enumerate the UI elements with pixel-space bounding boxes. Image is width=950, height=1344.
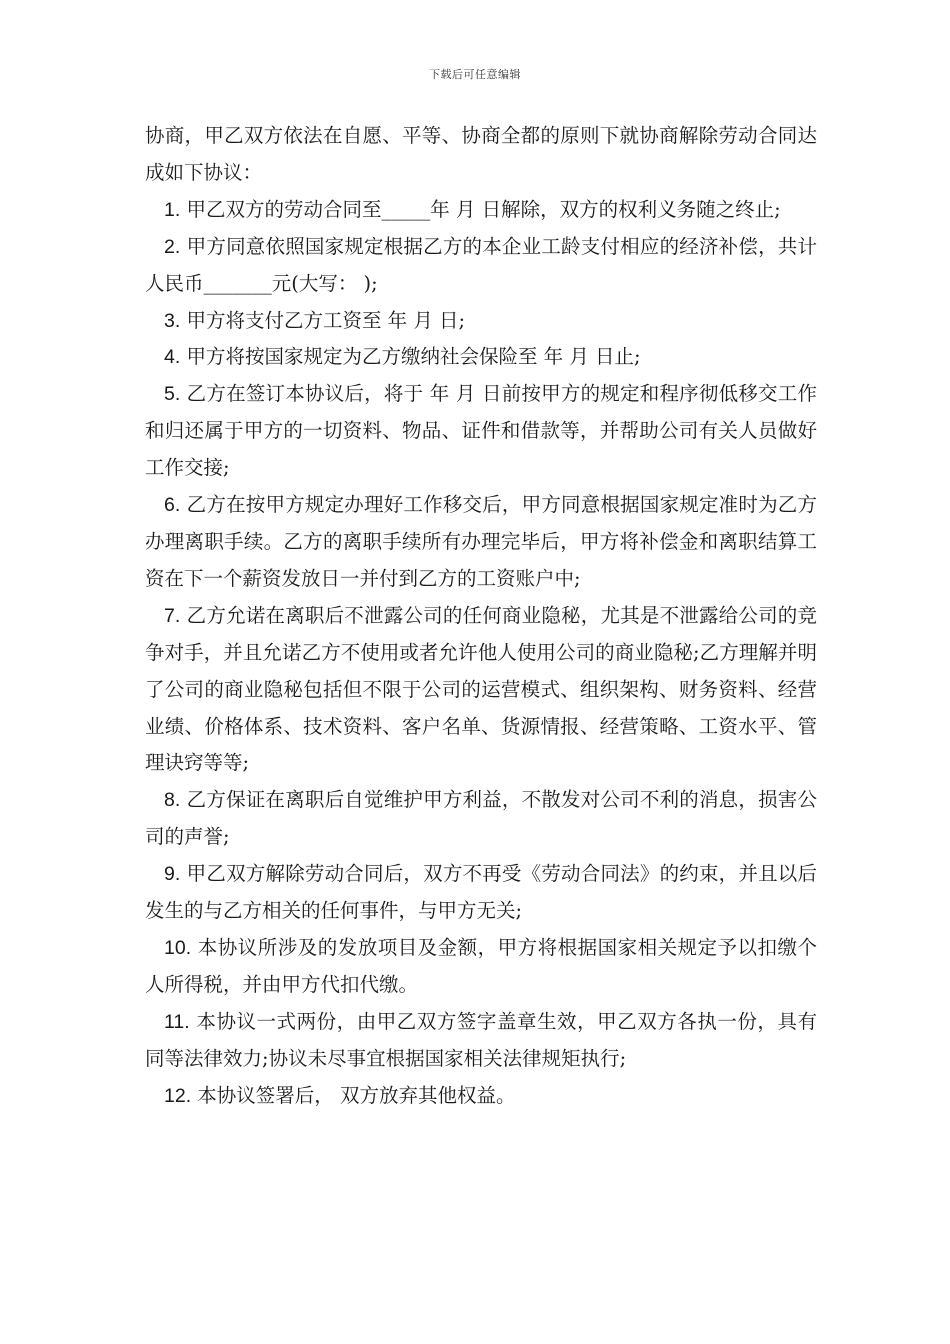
clause-1 (145, 192, 817, 229)
clause-6 (145, 487, 817, 598)
clause-9 (145, 856, 817, 930)
clause-7 (145, 598, 817, 783)
clause-number: 12. (164, 1084, 192, 1107)
clause-5 (145, 376, 817, 487)
clause-number: 5. (164, 383, 181, 406)
clause-text: 本协议签署后， 双方放弃其他权益。 (191, 1083, 516, 1107)
clause-number: 8. (164, 789, 181, 812)
clause-text: 甲方将按国家规定为乙方缴纳社会保险至 年 月 日止; (180, 345, 641, 369)
intro-paragraph: 协商，甲乙双方依法在自愿、平等、协商全都的原则下就协商解除劳动合同达成如下协议： (145, 124, 817, 184)
agreement-body (145, 118, 817, 1114)
clause-2 (145, 229, 817, 303)
clause-text: 乙方保证在离职后自觉维护甲方利益，不散发对公司不利的消息，损害公司的声誉; (145, 788, 817, 849)
clause-10 (145, 930, 817, 1004)
clause-text: 乙方在签订本协议后，将于 年 月 日前按甲方的规定和程序彻低移交工作和归还属于甲方的一切资料、物品、证件和借款等，并帮助公司有关人员做好工作交接; (145, 382, 817, 480)
clause-text: 本协议一式两份，由甲乙双方签字盖章生效，甲乙双方各执一份，具有同等法律效力;协议未尽事宜根据国家相关法律规矩执行; (145, 1009, 817, 1070)
clause-number: 3. (164, 309, 181, 332)
clause-3 (145, 303, 817, 340)
clause-number: 1. (164, 198, 181, 221)
clause-number: 7. (164, 604, 181, 627)
clause-number: 6. (164, 494, 181, 517)
clause-12 (145, 1078, 817, 1115)
clause-number: 4. (164, 346, 181, 369)
clause-8 (145, 782, 817, 856)
clause-text: 甲方同意依照国家规定根据乙方的本企业工龄支付相应的经济补偿，共计人民币_______元(大写： ); (145, 234, 817, 295)
clause-number: 11. (164, 1010, 190, 1033)
clause-text: 乙方允诺在离职后不泄露公司的任何商业隐秘，尤其是不泄露给公司的竞争对手，并且允诺乙方不使用或者允许他人使用公司的商业隐秘;乙方理解并明了公司的商业隐秘包括但不限于公司的运营模式、组织架构、财务资料、经营业绩、价格体系、技术资料、客户名单、货源情报、经营策略、工资水平、管理诀窍等等; (145, 603, 817, 775)
clause-11 (145, 1004, 817, 1078)
clause-text: 甲乙双方解除劳动合同后，双方不再受《劳动合同法》的约束，并且以后发生的与乙方相关的任何事件，与甲方无关; (145, 862, 817, 923)
clause-text: 甲方将支付乙方工资至 年 月 日; (180, 308, 466, 332)
page-header-note: 下载后可任意编辑 (429, 68, 521, 81)
clause-text: 本协议所涉及的发放项目及金额，甲方将根据国家相关规定予以扣缴个人所得税，并由甲方代扣代缴。 (145, 935, 817, 996)
clause-4 (145, 339, 817, 376)
clause-text: 甲乙双方的劳动合同至_____年 月 日解除，双方的权利义务随之终止; (180, 197, 781, 221)
clause-text: 乙方在按甲方规定办理好工作移交后，甲方同意根据国家规定准时为乙方办理离职手续。乙方的离职手续所有办理完毕后，甲方将补偿金和离职结算工资在下一个薪资发放日一并付到乙方的工资账户中; (145, 493, 817, 590)
clause-number: 2. (164, 235, 181, 258)
clause-number: 10. (164, 936, 192, 959)
clause-number: 9. (164, 863, 181, 886)
